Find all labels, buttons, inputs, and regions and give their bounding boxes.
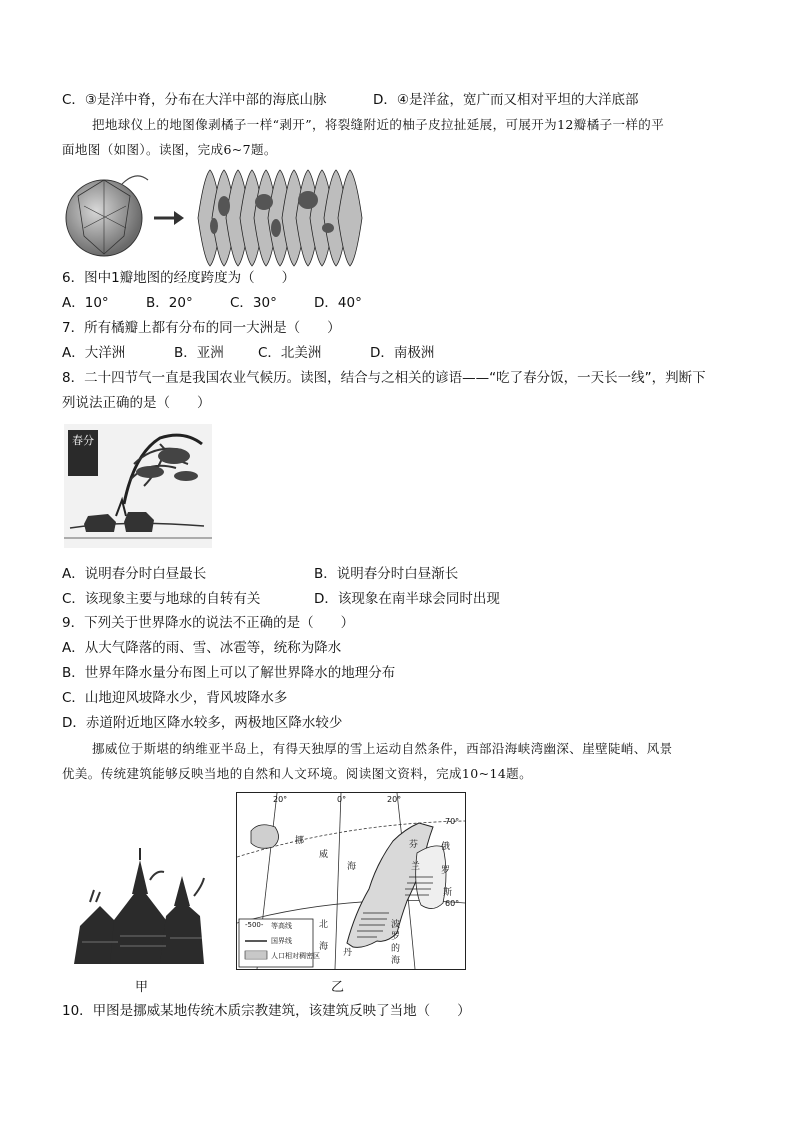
q6-option-d: D．40° [314, 295, 362, 311]
map-lon-20w: 20° [273, 795, 288, 804]
q7-option-d: D．南极洲 [370, 345, 435, 361]
map-lat-60: 60° [445, 899, 460, 908]
map-label-hai1: 海 [347, 862, 357, 872]
map-label-si: 斯 [443, 888, 453, 898]
spring-equinox-label: 春分 [72, 434, 94, 447]
map-label-hai3: 海 [391, 956, 401, 966]
spring-equinox-image [64, 424, 212, 548]
map-label-de: 的 [391, 944, 401, 954]
map-label-nuo: 挪 [295, 836, 305, 846]
globe-peel-figure [64, 166, 364, 268]
figure-yi-caption: 乙 [331, 980, 345, 995]
q7-option-c: C．北美洲 [258, 345, 322, 361]
q7-option-b: B．亚洲 [174, 345, 224, 361]
scandinavia-map [236, 792, 466, 970]
q5-option-d: D．④是洋盆，宽广而又相对平坦的大洋底部 [373, 92, 639, 108]
map-label-wei: 威 [319, 850, 329, 860]
map-lon-20e: 20° [387, 795, 402, 804]
q8-option-c: C．该现象主要与地球的自转有关 [62, 591, 261, 607]
q7-stem: 7．所有橘瓣上都有分布的同一大洲是（ ） [62, 320, 341, 336]
q7-option-a: A．大洋洲 [62, 345, 126, 361]
intro2-line1: 挪威位于斯堪的纳维亚半岛上，有得天独厚的雪上运动自然条件，西部沿海峡湾幽深、崖壁陡峭、风景 [92, 741, 673, 756]
q6-option-c: C．30° [230, 295, 277, 311]
intro2-line2: 优美。传统建筑能够反映当地的自然和人文环境。阅读图文资料，完成10~14题。 [62, 766, 532, 781]
q9-stem: 9．下列关于世界降水的说法不正确的是（ ） [62, 615, 355, 631]
map-label-e: 俄 [441, 842, 451, 852]
map-legend-contour-value: -500- [245, 921, 264, 929]
q8-stem-line1: 8．二十四节气一直是我国农业气候历。读图，结合与之相关的谚语——“吃了春分饭，一天长一线”，判断下 [62, 370, 706, 386]
map-label-luo: 罗 [441, 866, 451, 876]
map-legend-border: 国界线 [271, 937, 292, 945]
figure-jia-caption: 甲 [135, 980, 149, 995]
map-label-lan: 兰 [411, 862, 421, 872]
map-legend-dense: 人口相对稠密区 [271, 952, 320, 960]
q9-option-d: D．赤道附近地区降水较多，两极地区降水较少 [62, 715, 343, 731]
q5-option-c: C．③是洋中脊，分布在大洋中部的海底山脉 [62, 92, 327, 108]
q9-option-a: A．从大气降落的雨、雪、冰雹等，统称为降水 [62, 640, 342, 656]
q6-option-a: A．10° [62, 295, 109, 311]
map-legend-contour: 等高线 [271, 922, 292, 930]
map-label-bo: 波 [391, 920, 401, 930]
q8-option-d: D．该现象在南半球会同时出现 [314, 591, 500, 607]
map-label-luo2: 罗 [391, 932, 401, 942]
q8-stem-line2: 列说法正确的是（ ） [62, 395, 211, 411]
intro1-line2: 面地图（如图）。读图，完成6~7题。 [62, 142, 277, 157]
map-label-fen: 芬 [409, 840, 419, 850]
map-label-hai2: 海 [319, 942, 329, 952]
q6-stem: 6．图中1瓣地图的经度跨度为（ ） [62, 270, 296, 286]
q6-option-b: B．20° [146, 295, 193, 311]
map-label-dan: 丹 [343, 948, 353, 958]
map-lon-0: 0° [337, 795, 347, 804]
q9-option-c: C．山地迎风坡降水少，背风坡降水多 [62, 690, 288, 706]
q8-option-a: A．说明春分时白昼最长 [62, 566, 207, 582]
q8-option-b: B．说明春分时白昼渐长 [314, 566, 459, 582]
intro1-line1: 把地球仪上的地图像剥橘子一样“剥开”，将裂缝附近的柚子皮拉扯延展，可展开为12瓣橘子一样的平 [92, 117, 665, 132]
stave-church-image [70, 846, 208, 966]
q9-option-b: B．世界年降水量分布图上可以了解世界降水的地理分布 [62, 665, 396, 681]
map-label-bei: 北 [319, 920, 329, 930]
map-lat-70: 70° [445, 817, 460, 826]
q10-stem: 10．甲图是挪威某地传统木质宗教建筑，该建筑反映了当地（ ） [62, 1003, 471, 1019]
